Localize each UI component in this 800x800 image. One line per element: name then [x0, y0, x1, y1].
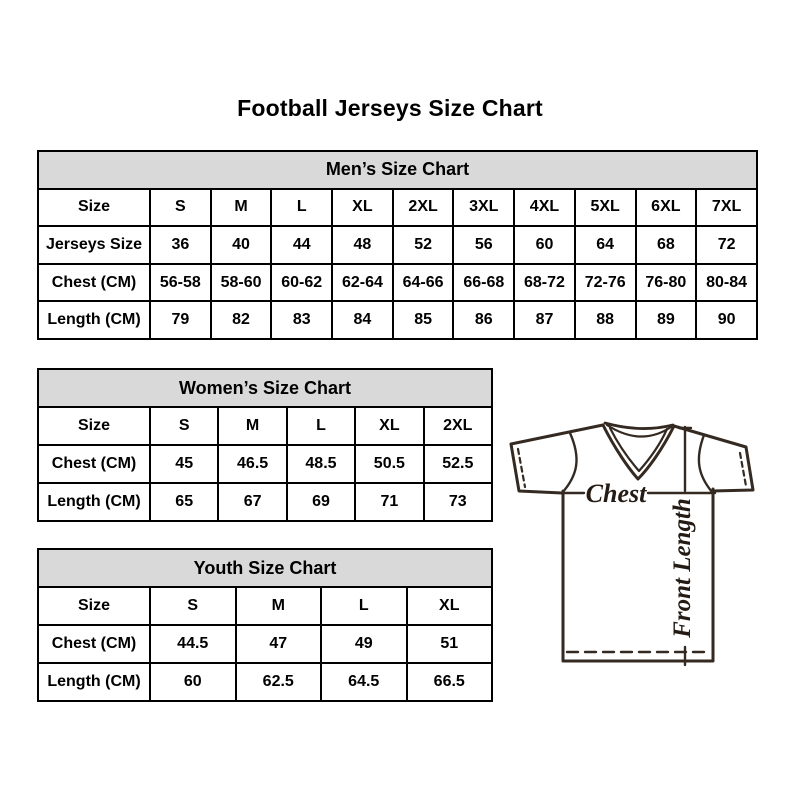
jersey-left-cuff-dashes — [518, 449, 525, 487]
size-value-cell: 3XL — [453, 189, 514, 227]
size-value-cell: XL — [407, 587, 493, 625]
row-label: Size — [38, 587, 150, 625]
size-value-cell: 48 — [332, 226, 393, 264]
size-value-cell: 52 — [393, 226, 454, 264]
size-value-cell: 60-62 — [271, 264, 332, 302]
table-row — [38, 226, 757, 264]
size-value-cell: XL — [355, 407, 423, 445]
row-label: Chest (CM) — [38, 264, 150, 302]
jersey-right-seam — [699, 435, 712, 492]
size-value-cell: S — [150, 189, 211, 227]
womens-size-table — [37, 368, 493, 522]
size-value-cell: M — [236, 587, 322, 625]
size-value-cell: 44 — [271, 226, 332, 264]
size-value-cell: 60 — [150, 663, 236, 701]
size-value-cell: 67 — [218, 483, 286, 521]
size-value-cell: 47 — [236, 625, 322, 663]
size-value-cell: 72-76 — [575, 264, 636, 302]
size-value-cell: 52.5 — [424, 445, 492, 483]
size-value-cell: 66-68 — [453, 264, 514, 302]
size-value-cell: 56-58 — [150, 264, 211, 302]
size-value-cell: 7XL — [696, 189, 757, 227]
row-label: Chest (CM) — [38, 445, 150, 483]
youth-size-table — [37, 548, 493, 702]
table-row — [38, 407, 492, 445]
size-value-cell: 58-60 — [211, 264, 272, 302]
size-value-cell: L — [321, 587, 407, 625]
size-value-cell: 68-72 — [514, 264, 575, 302]
chest-measure-label: Chest — [585, 479, 647, 508]
size-value-cell: 62-64 — [332, 264, 393, 302]
table-row — [38, 189, 757, 227]
row-label: Size — [38, 189, 150, 227]
size-value-cell: 6XL — [636, 189, 697, 227]
row-label: Length (CM) — [38, 301, 150, 339]
size-value-cell: 64.5 — [321, 663, 407, 701]
size-value-cell: S — [150, 407, 218, 445]
jersey-right-cuff-dashes — [740, 453, 746, 486]
size-value-cell: 87 — [514, 301, 575, 339]
size-value-cell: 68 — [636, 226, 697, 264]
size-value-cell: 60 — [514, 226, 575, 264]
row-label: Length (CM) — [38, 483, 150, 521]
size-value-cell: 88 — [575, 301, 636, 339]
row-label: Chest (CM) — [38, 625, 150, 663]
size-value-cell: 2XL — [393, 189, 454, 227]
size-value-cell: 45 — [150, 445, 218, 483]
size-value-cell: 84 — [332, 301, 393, 339]
size-value-cell: 62.5 — [236, 663, 322, 701]
table-row — [38, 483, 492, 521]
size-value-cell: L — [287, 407, 355, 445]
size-value-cell: 79 — [150, 301, 211, 339]
table-row — [38, 625, 492, 663]
size-value-cell: XL — [332, 189, 393, 227]
size-value-cell: 51 — [407, 625, 493, 663]
table-title-row — [38, 369, 492, 407]
size-value-cell: 56 — [453, 226, 514, 264]
row-label: Size — [38, 407, 150, 445]
table-row — [38, 301, 757, 339]
size-value-cell: 40 — [211, 226, 272, 264]
mens-size-table — [37, 150, 758, 340]
size-value-cell: 64 — [575, 226, 636, 264]
front-length-measure-label: Front Length — [669, 498, 696, 638]
size-value-cell: 46.5 — [218, 445, 286, 483]
size-value-cell: 49 — [321, 625, 407, 663]
size-value-cell: 44.5 — [150, 625, 236, 663]
size-value-cell: 48.5 — [287, 445, 355, 483]
size-value-cell: 90 — [696, 301, 757, 339]
size-value-cell: S — [150, 587, 236, 625]
size-value-cell: 4XL — [514, 189, 575, 227]
jersey-measurement-diagram — [498, 403, 768, 673]
table-title: Women’s Size Chart — [38, 369, 492, 407]
page-title: Football Jerseys Size Chart — [237, 95, 543, 121]
size-value-cell: L — [271, 189, 332, 227]
size-value-cell: 89 — [636, 301, 697, 339]
size-value-cell: 73 — [424, 483, 492, 521]
size-value-cell: 71 — [355, 483, 423, 521]
size-value-cell: 66.5 — [407, 663, 493, 701]
table-title-row — [38, 549, 492, 587]
size-value-cell: M — [218, 407, 286, 445]
jersey-collar-top — [605, 423, 673, 429]
size-value-cell: 5XL — [575, 189, 636, 227]
size-value-cell: 86 — [453, 301, 514, 339]
size-value-cell: 36 — [150, 226, 211, 264]
row-label: Length (CM) — [38, 663, 150, 701]
table-row — [38, 264, 757, 302]
table-title: Youth Size Chart — [38, 549, 492, 587]
table-title-row — [38, 151, 757, 189]
size-value-cell: 65 — [150, 483, 218, 521]
table-title: Men’s Size Chart — [38, 151, 757, 189]
size-value-cell: 2XL — [424, 407, 492, 445]
row-label: Jerseys Size — [38, 226, 150, 264]
jersey-left-seam — [562, 433, 577, 493]
size-value-cell: 50.5 — [355, 445, 423, 483]
table-row — [38, 587, 492, 625]
size-value-cell: 64-66 — [393, 264, 454, 302]
size-value-cell: 82 — [211, 301, 272, 339]
size-value-cell: 80-84 — [696, 264, 757, 302]
size-value-cell: M — [211, 189, 272, 227]
table-row — [38, 663, 492, 701]
table-row — [38, 445, 492, 483]
size-value-cell: 83 — [271, 301, 332, 339]
size-value-cell: 76-80 — [636, 264, 697, 302]
size-value-cell: 69 — [287, 483, 355, 521]
size-value-cell: 72 — [696, 226, 757, 264]
jersey-illustration — [498, 403, 768, 673]
size-value-cell: 85 — [393, 301, 454, 339]
